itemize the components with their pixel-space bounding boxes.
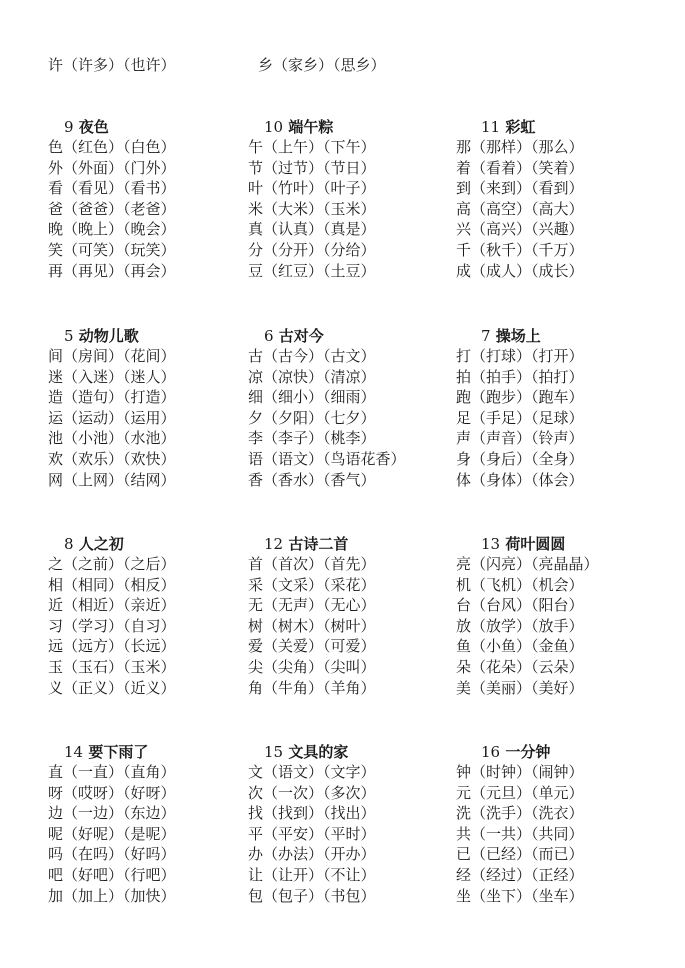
lesson-block (456, 742, 584, 906)
word-entry: 足（手足）（足球） (456, 408, 584, 427)
word-entry: 间（房间）（花间） (48, 347, 176, 365)
lesson-title (456, 742, 584, 762)
lesson-name: 古诗二首 (283, 535, 349, 553)
word-entry: 身（身后）（全身） (456, 449, 584, 468)
word-entry: 成（成人）（成长） (456, 261, 584, 280)
word-entry: 欢（欢乐）（欢快） (48, 449, 176, 468)
lesson-name: 古对今 (273, 327, 324, 345)
word-entry: 语（语文）（鸟语花香） (248, 449, 406, 468)
lesson-number: 9 (64, 118, 74, 136)
lesson-name: 文具的家 (283, 743, 349, 761)
lesson-title (48, 117, 176, 137)
word-entry: 米（大米）（玉米） (248, 199, 376, 218)
word-entry: 习（学习）（自习） (48, 616, 176, 635)
lesson-number: 12 (264, 535, 284, 553)
word-entry: 边（一边）（东边） (48, 804, 176, 823)
lesson-name: 荷叶圆圆 (500, 535, 566, 553)
word-entry: 跑（跑步）（跑车） (456, 388, 584, 407)
word-entry: 那（那样）（那么） (456, 138, 584, 156)
word-entry: 分（分开）（分给） (248, 240, 376, 259)
word-entry: 直（一直）（直角） (48, 763, 176, 781)
word-entry: 坐（坐下）（坐车） (456, 886, 584, 905)
word-entry: 爱（关爱）（可爱） (248, 637, 376, 656)
word-entry: 采（文采）（采花） (248, 575, 376, 594)
lesson-block (248, 742, 376, 906)
word-entry: 已（已经）（而已） (456, 845, 584, 864)
word-entry: 无（无声）（无心） (248, 596, 376, 615)
word-entry: 再（再见）（再会） (48, 261, 176, 280)
word-entry: 吧（好吧）（行吧） (48, 865, 176, 884)
word-entry: 近（相近）（亲近） (48, 596, 176, 615)
word-entry: 首（首次）（首先） (248, 555, 376, 573)
word-entry: 豆（红豆）（土豆） (248, 261, 376, 280)
lesson-number: 8 (64, 535, 74, 553)
lesson-title (248, 534, 376, 554)
lesson-name: 操场上 (490, 327, 541, 345)
lesson-name: 一分钟 (500, 743, 551, 761)
lesson-title (248, 117, 376, 137)
word-entry: 亮（闪亮）（亮晶晶） (456, 555, 599, 573)
word-entry: 钟（时钟）（闹钟） (456, 763, 584, 781)
lesson-number: 11 (481, 118, 501, 136)
lesson-block (248, 326, 406, 490)
word-entry: 洗（洗手）（洗衣） (456, 804, 584, 823)
lesson-number: 16 (481, 743, 501, 761)
word-entry: 角（牛角）（羊角） (248, 678, 376, 697)
word-entry: 笑（可笑）（玩笑） (48, 240, 176, 259)
word-entry: 香（香水）（香气） (248, 470, 376, 489)
word-entry: 节（过节）（节日） (248, 158, 376, 177)
word-entry: 午（上午）（下午） (248, 138, 376, 156)
word-entry: 玉（玉石）（玉米） (48, 657, 176, 676)
word-entry: 吗（在吗）（好吗） (48, 845, 176, 864)
word-entry: 千（秋千）（千万） (456, 240, 584, 259)
word-entry: 之（之前）（之后） (48, 555, 176, 573)
word-entry: 树（树木）（树叶） (248, 616, 376, 635)
word-entry: 夕（夕阳）（七夕） (248, 408, 376, 427)
word-entry: 网（上网）（结网） (48, 470, 176, 489)
word-entry: 拍（拍手）（拍打） (456, 367, 584, 386)
lesson-number: 6 (264, 327, 274, 345)
lesson-block (248, 117, 376, 281)
lesson-name: 要下雨了 (83, 743, 149, 761)
word-entry: 远（远方）（长远） (48, 637, 176, 656)
word-entry: 尖（尖角）（尖叫） (248, 657, 376, 676)
word-entry: 台（台风）（阳台） (456, 596, 584, 615)
lesson-title (48, 742, 176, 762)
lesson-title (48, 534, 176, 554)
lesson-title (248, 742, 376, 762)
word-entry: 外（外面）（门外） (48, 158, 176, 177)
lesson-block (48, 534, 176, 698)
lesson-block (248, 534, 376, 698)
lesson-number: 14 (64, 743, 84, 761)
word-entry: 办（办法）（开办） (248, 845, 376, 864)
word-entry: 晚（晚上）（晚会） (48, 220, 176, 239)
word-entry: 文（语文）（文字） (248, 763, 376, 781)
word-entry: 细（细小）（细雨） (248, 388, 376, 407)
lesson-number: 7 (481, 327, 491, 345)
word-entry: 元（元旦）（单元） (456, 783, 584, 802)
word-entry: 兴（高兴）（兴趣） (456, 220, 584, 239)
word-entry: 经（经过）（正经） (456, 865, 584, 884)
word-entry: 加（加上）（加快） (48, 886, 176, 905)
word-entry: 池（小池）（水池） (48, 429, 176, 448)
top-entry-xiang: 乡（家乡）（思乡） (258, 56, 386, 74)
lesson-title (456, 534, 599, 554)
lesson-name: 动物儿歌 (73, 327, 139, 345)
word-entry: 共（一共）（共同） (456, 824, 584, 843)
lesson-number: 10 (264, 118, 284, 136)
word-entry: 美（美丽）（美好） (456, 678, 584, 697)
word-entry: 义（正义）（近义） (48, 678, 176, 697)
lesson-block (456, 534, 599, 698)
word-entry: 到（来到）（看到） (456, 179, 584, 198)
word-entry: 打（打球）（打开） (456, 347, 584, 365)
word-entry: 让（让开）（不让） (248, 865, 376, 884)
lesson-name: 端午粽 (283, 118, 334, 136)
top-entry-xu: 许（许多）（也许） (48, 56, 176, 74)
word-entry: 鱼（小鱼）（金鱼） (456, 637, 584, 656)
word-entry: 相（相同）（相反） (48, 575, 176, 594)
word-entry: 平（平安）（平时） (248, 824, 376, 843)
word-entry: 机（飞机）（机会） (456, 575, 584, 594)
lesson-block (456, 326, 584, 490)
lesson-block (48, 326, 176, 490)
lesson-title (456, 117, 584, 137)
word-entry: 呢（好呢）（是呢） (48, 824, 176, 843)
word-entry: 体（身体）（体会） (456, 470, 584, 489)
word-entry: 叶（竹叶）（叶子） (248, 179, 376, 198)
word-entry: 李（李子）（桃李） (248, 429, 376, 448)
word-entry: 放（放学）（放手） (456, 616, 584, 635)
word-entry: 运（运动）（运用） (48, 408, 176, 427)
lesson-title (456, 326, 584, 346)
lesson-number: 5 (64, 327, 74, 345)
word-entry: 凉（凉快）（清凉） (248, 367, 376, 386)
lesson-name: 人之初 (73, 535, 124, 553)
word-entry: 迷（入迷）（迷人） (48, 367, 176, 386)
lesson-block (48, 742, 176, 906)
word-entry: 包（包子）（书包） (248, 886, 376, 905)
lesson-title (248, 326, 406, 346)
word-entry: 朵（花朵）（云朵） (456, 657, 584, 676)
lesson-title (48, 326, 176, 346)
word-entry: 找（找到）（找出） (248, 804, 376, 823)
word-entry: 高（高空）（高大） (456, 199, 584, 218)
lesson-number: 13 (481, 535, 501, 553)
word-entry: 色（红色）（白色） (48, 138, 176, 156)
lesson-number: 15 (264, 743, 284, 761)
word-entry: 造（造句）（打造） (48, 388, 176, 407)
word-entry: 次（一次）（多次） (248, 783, 376, 802)
word-entry: 古（古今）（古文） (248, 347, 376, 365)
lesson-name: 彩虹 (500, 118, 536, 136)
word-entry: 着（看着）（笑着） (456, 158, 584, 177)
word-entry: 真（认真）（真是） (248, 220, 376, 239)
word-entry: 呀（哎呀）（好呀） (48, 783, 176, 802)
word-entry: 爸（爸爸）（老爸） (48, 199, 176, 218)
word-entry: 声（声音）（铃声） (456, 429, 584, 448)
lesson-name: 夜色 (73, 118, 109, 136)
lesson-block (48, 117, 176, 281)
lesson-block (456, 117, 584, 281)
word-entry: 看（看见）（看书） (48, 179, 176, 198)
